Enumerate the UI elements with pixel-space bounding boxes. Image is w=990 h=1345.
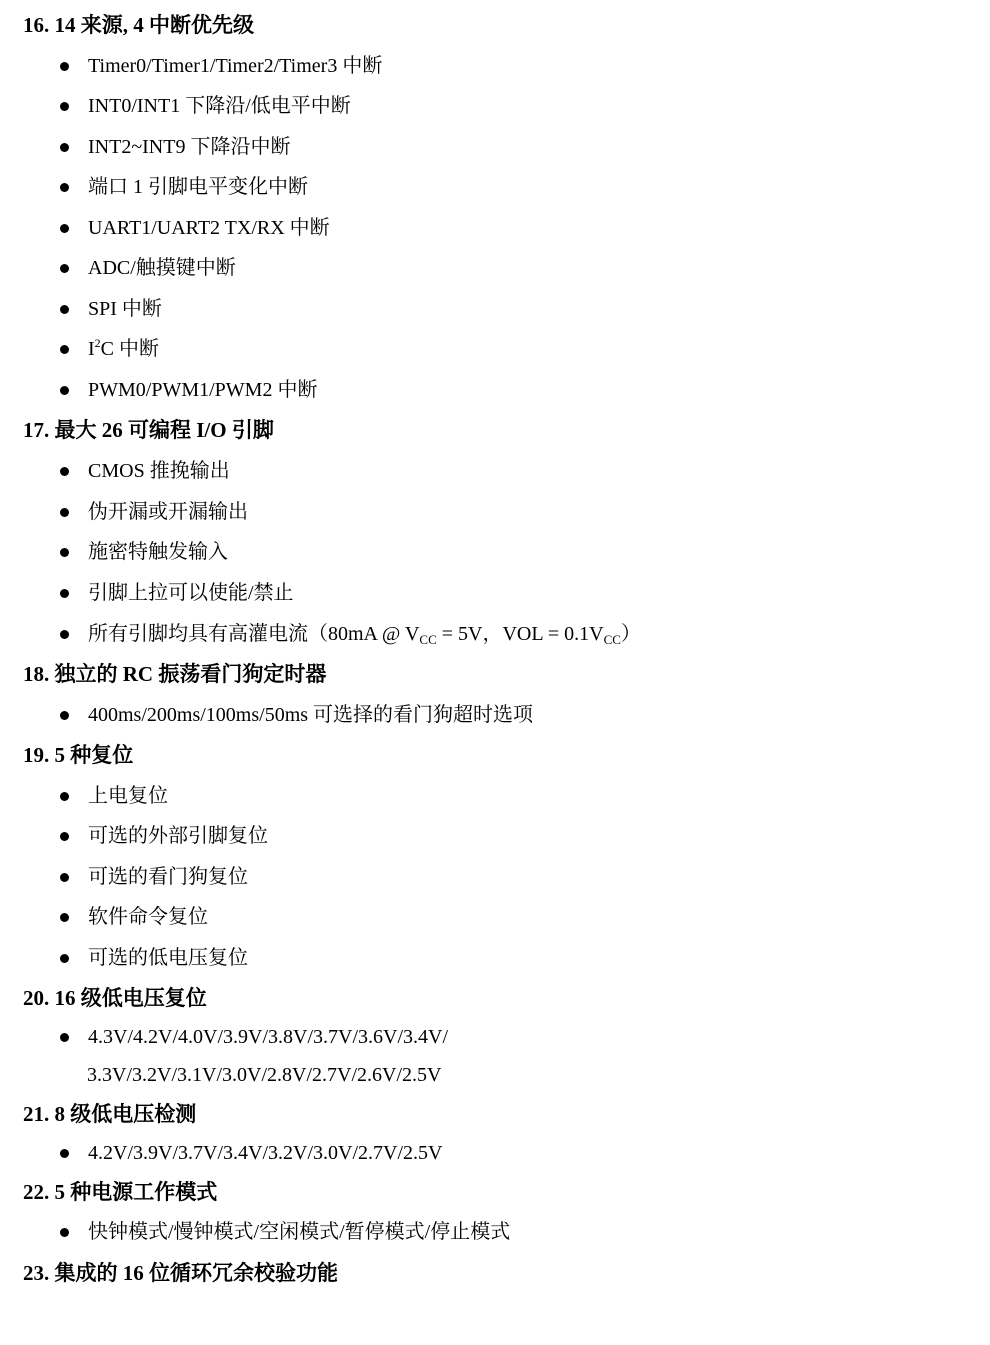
section-heading-21: 21. 8 级低电压检测 [23,1102,197,1126]
list-item: 软件命令复位 [57,905,208,929]
bullet-icon [60,913,69,922]
bullet-icon [60,508,69,517]
section-heading-17: 17. 最大 26 可编程 I/O 引脚 [23,418,274,442]
bullet-icon [60,792,69,801]
bullet-icon [60,630,69,639]
bullet-icon [60,873,69,882]
bullet-icon [60,1033,69,1042]
section-heading-19: 19. 5 种复位 [23,743,134,767]
list-item: 上电复位 [57,784,168,808]
list-item: 施密特触发输入 [57,540,228,564]
bullet-icon [60,143,69,152]
list-item: Timer0/Timer1/Timer2/Timer3 中断 [57,54,382,78]
bullet-icon [60,711,69,720]
bullet-icon [60,62,69,71]
list-item: 可选的看门狗复位 [57,865,248,889]
list-item: CMOS 推挽输出 [57,459,230,483]
list-item: SPI 中断 [57,297,162,321]
bullet-icon [60,832,69,841]
list-item: 端口 1 引脚电平变化中断 [57,175,308,199]
list-item: 4.2V/3.9V/3.7V/3.4V/3.2V/3.0V/2.7V/2.5V [57,1141,442,1165]
section-heading-20: 20. 16 级低电压复位 [23,986,207,1010]
bullet-icon [60,954,69,963]
bullet-icon [60,467,69,476]
list-item-i2c: $I^2C$ 中断 [57,337,159,361]
list-item: PWM0/PWM1/PWM2 中断 [57,378,317,402]
list-item: 引脚上拉可以使能/禁止 [57,581,294,605]
list-item: ADC/触摸键中断 [57,256,236,280]
section-heading-16: 16. 14 来源, 4 中断优先级 [23,13,254,37]
bullet-icon [60,183,69,192]
list-item-continuation: 3.3V/3.2V/3.1V/3.0V/2.8V/2.7V/2.6V/2.5V [87,1064,442,1086]
list-item: 可选的外部引脚复位 [57,824,268,848]
list-item: 快钟模式/慢钟模式/空闲模式/暂停模式/停止模式 [57,1220,510,1244]
bullet-icon [60,1149,69,1158]
bullet-icon [60,305,69,314]
list-item: INT0/INT1 下降沿/低电平中断 [57,94,351,118]
list-item: 可选的低电压复位 [57,946,248,970]
bullet-icon [60,224,69,233]
bullet-icon [60,589,69,598]
section-heading-18: 18. 独立的 RC 振荡看门狗定时器 [23,662,327,686]
list-item: 400ms/200ms/100ms/50ms 可选择的看门狗超时选项 [57,703,533,727]
list-item: 伪开漏或开漏输出 [57,500,248,524]
list-item: UART1/UART2 TX/RX 中断 [57,216,330,240]
bullet-icon [60,345,69,354]
bullet-icon [60,386,69,395]
list-item: 4.3V/4.2V/4.0V/3.9V/3.8V/3.7V/3.6V/3.4V/ [57,1025,448,1049]
bullet-icon [60,548,69,557]
section-heading-22: 22. 5 种电源工作模式 [23,1180,218,1204]
list-item: INT2~INT9 下降沿中断 [57,135,290,159]
bullet-icon [60,264,69,273]
bullet-icon [60,102,69,111]
list-item-sink-current: 所有引脚均具有高灌电流（80mA @ $V_{CC} = 5V$，VOL = $0.1V_{CC}$） [57,622,641,646]
section-heading-23: 23. 集成的 16 位循环冗余校验功能 [23,1261,338,1285]
bullet-icon [60,1228,69,1237]
